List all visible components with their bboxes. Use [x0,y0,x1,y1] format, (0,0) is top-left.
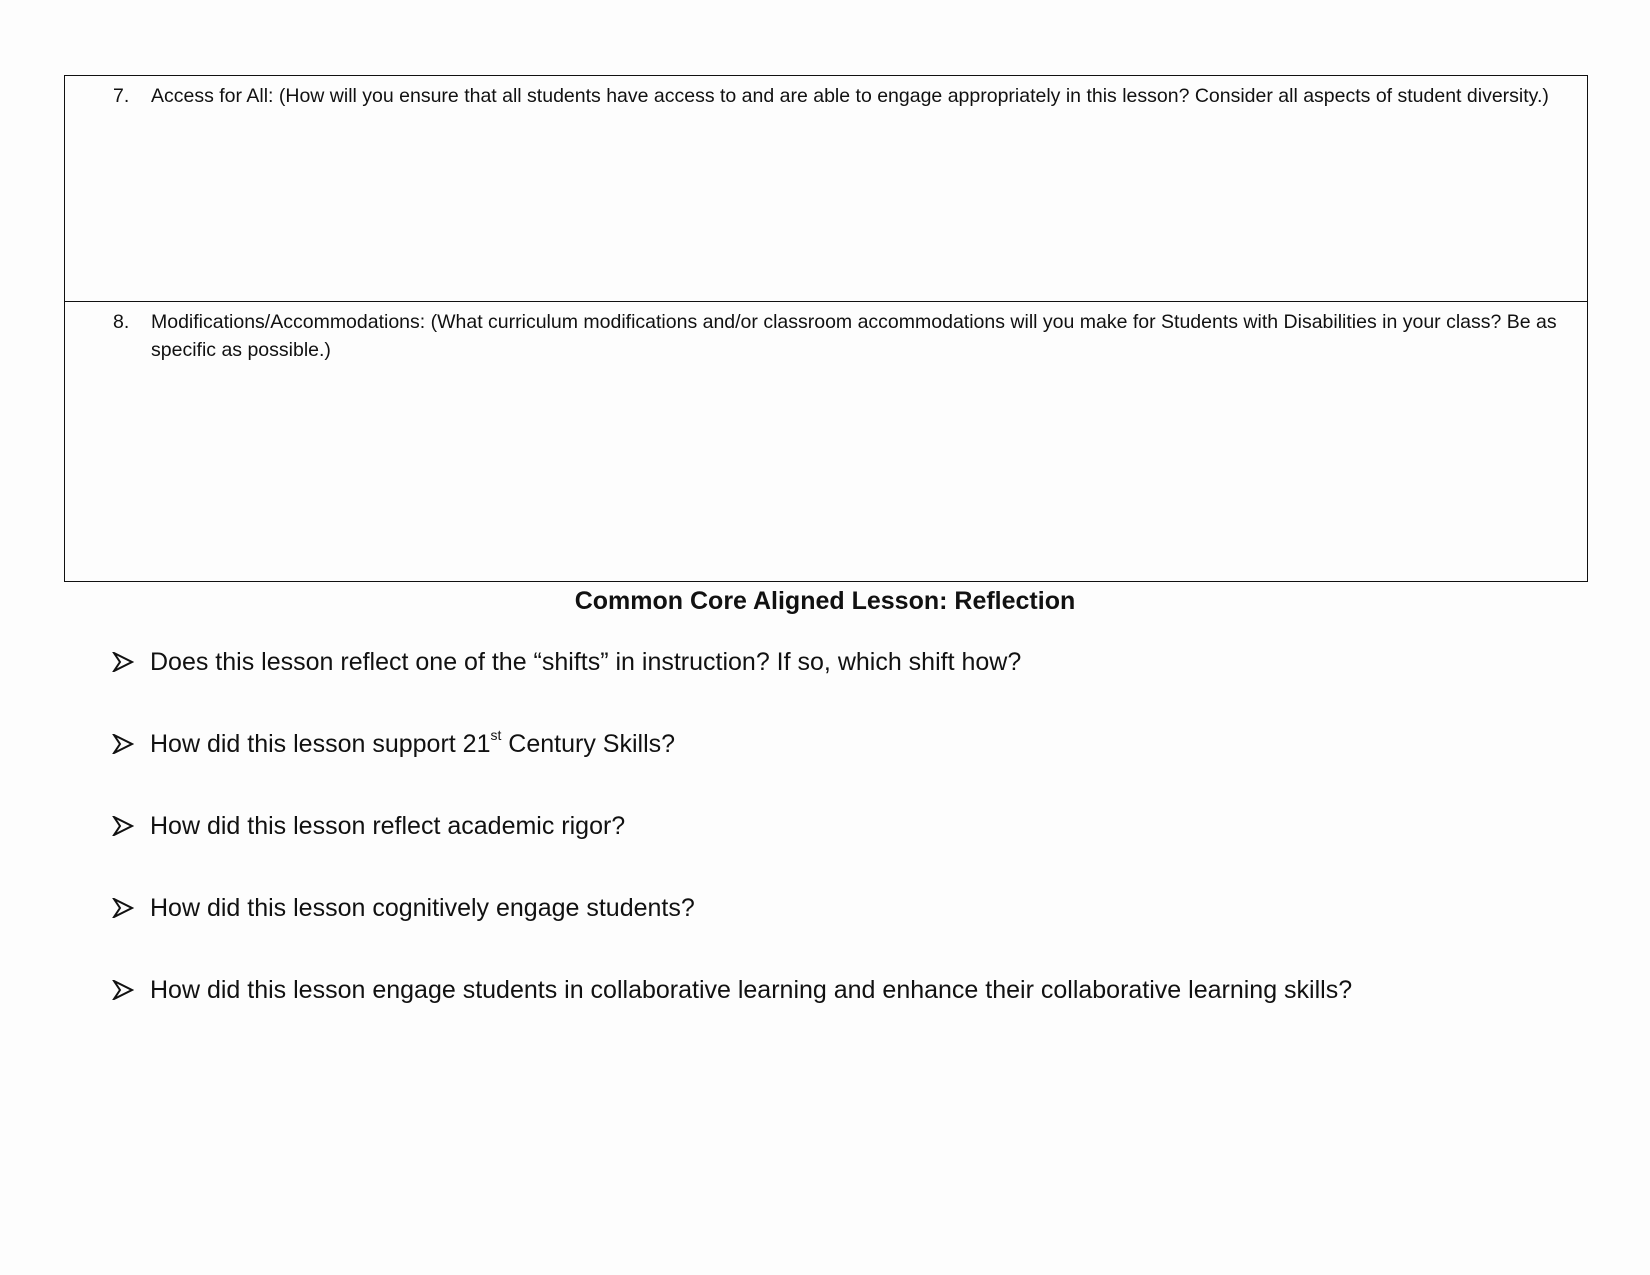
list-item [112,640,1612,722]
item-prompt: Access for All: (How will you ensure that all students have access to and are able to engage appropriately in this lesson? Consider all aspects of student diversity.) [151,85,1549,107]
arrowhead-bullet-icon [112,652,134,672]
arrowhead-bullet-icon [112,980,134,1000]
list-item [112,804,1612,886]
reflection-heading: Common Core Aligned Lesson: Reflection [574,587,1076,615]
question-text: How did this lesson cognitively engage students? [150,894,695,922]
list-item [112,886,1612,968]
question-text-start: How did this lesson support 21 [150,730,491,758]
arrowhead-bullet-icon [112,734,134,754]
question-text [150,722,675,766]
question-text: How did this lesson engage students in collaborative learning and enhance their collaborative learning skills? [150,976,1353,1004]
form-row-access-for-all[interactable] [65,76,1587,301]
item-number: 7. [113,85,130,107]
question-text: How did this lesson reflect academic rigor? [150,812,626,840]
form-row-modifications[interactable] [65,301,1587,581]
lesson-plan-table [64,75,1588,582]
item-prompt: Modifications/Accommodations: (What curriculum modifications and/or classroom accommodations will you make for Students with Disabilities in your class? Be as specific as possible.) [151,311,1557,361]
form-item [113,308,1571,364]
list-item [112,722,1612,804]
item-number: 8. [113,311,130,333]
form-item [113,82,1571,110]
ordinal-suffix: st [490,727,502,743]
reflection-questions [112,640,1612,1050]
list-item [112,968,1612,1050]
question-text: Does this lesson reflect one of the “shifts” in instruction? If so, which shift how? [150,648,1022,676]
question-text-end: Century Skills? [501,730,676,758]
arrowhead-bullet-icon [112,898,134,918]
arrowhead-bullet-icon [112,816,134,836]
